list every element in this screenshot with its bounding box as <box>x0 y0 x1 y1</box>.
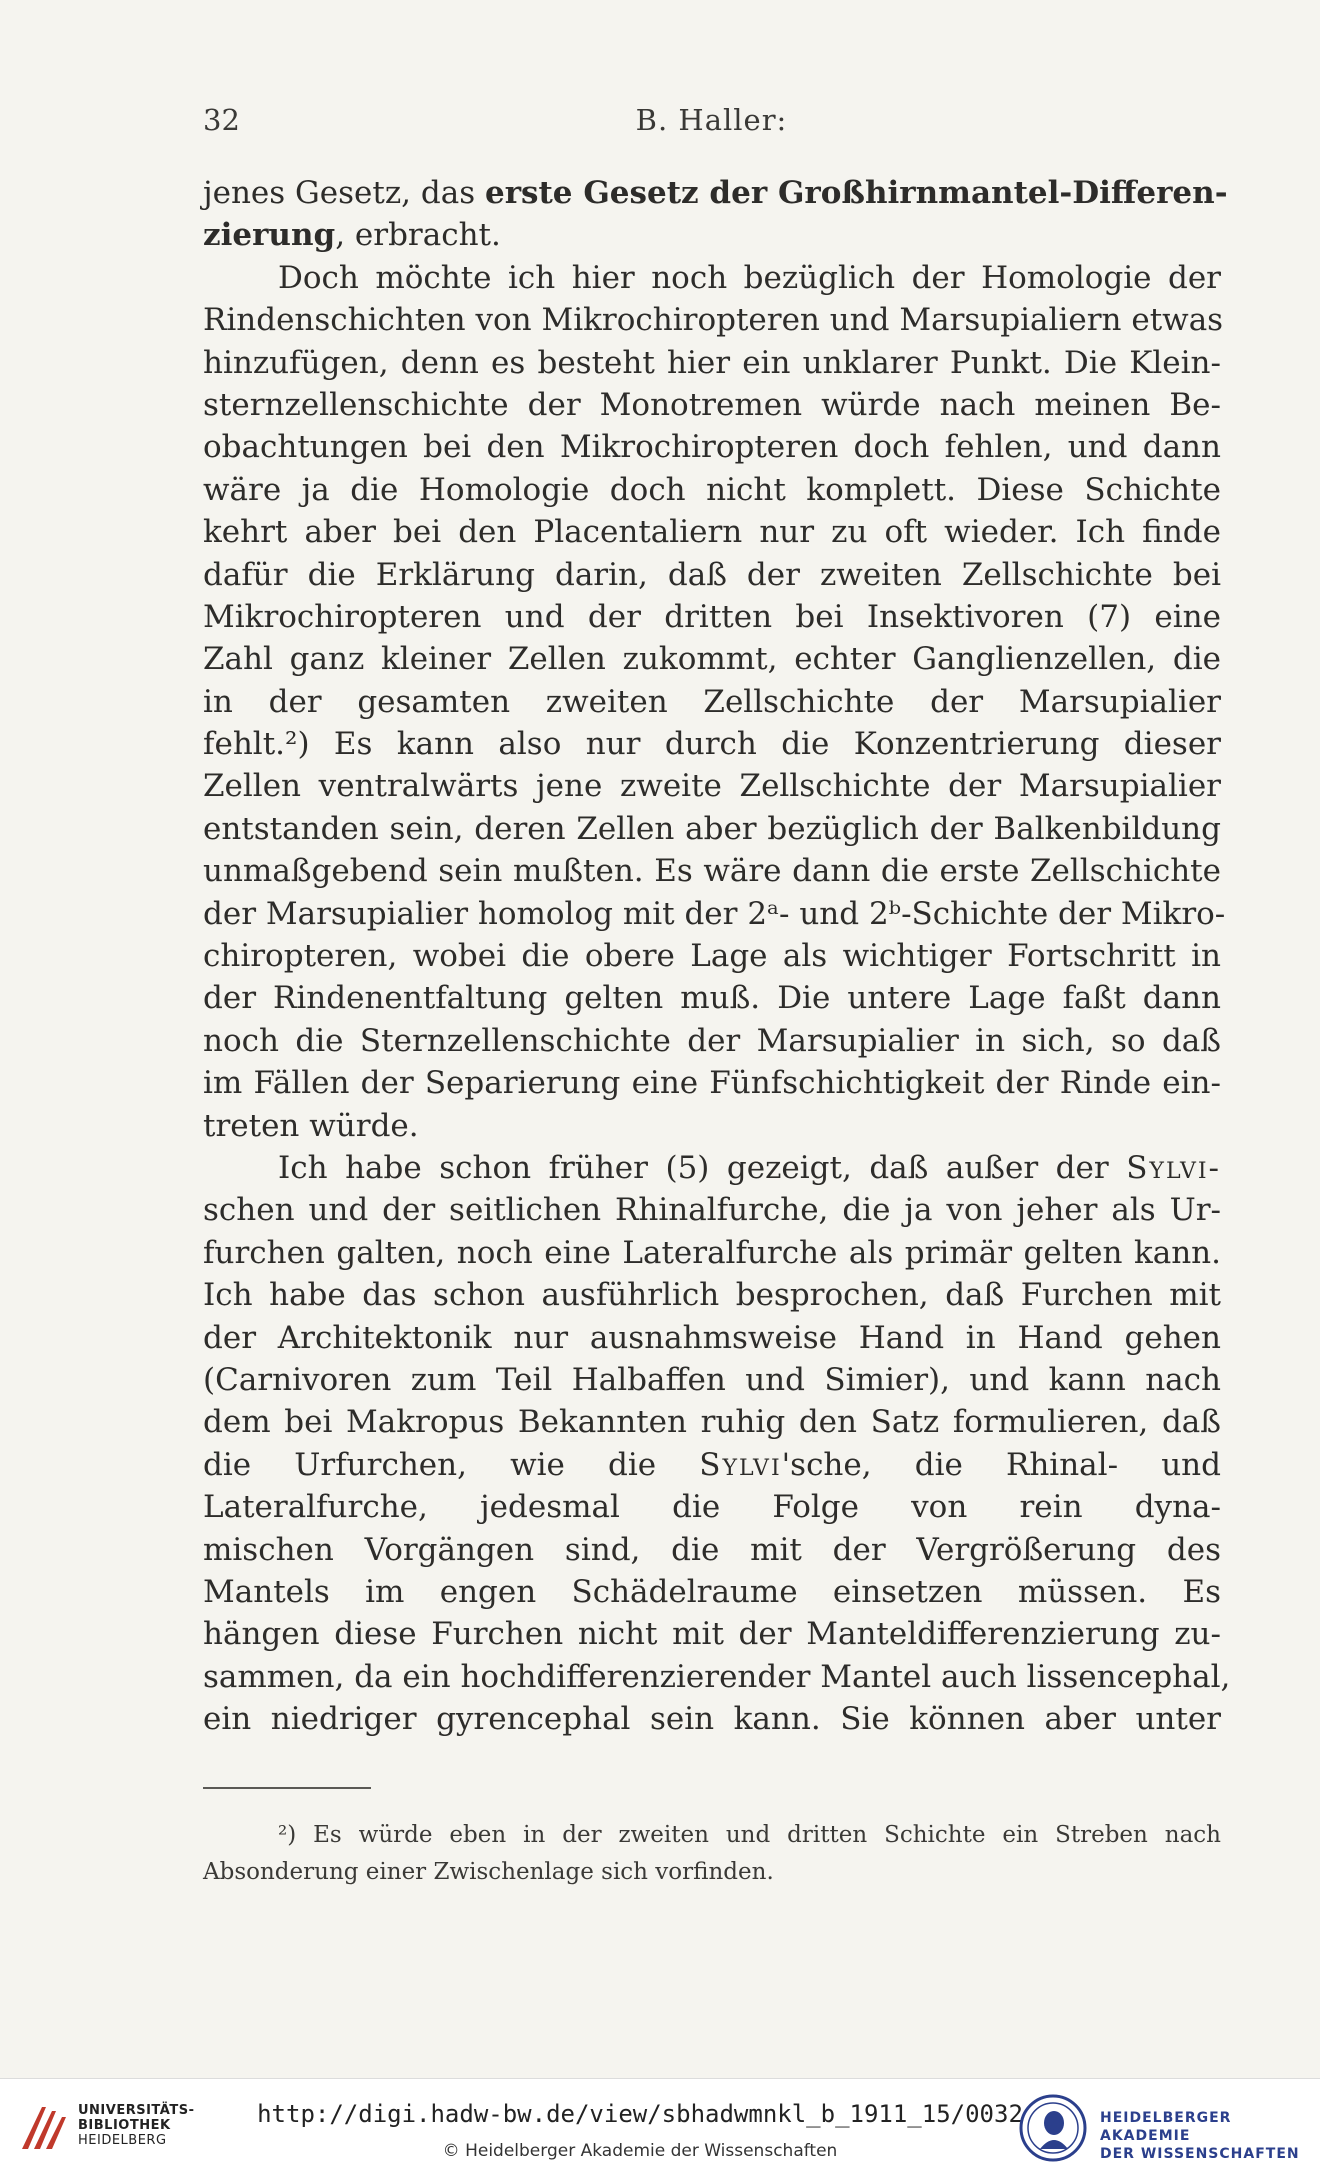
text-line <box>203 1571 1221 1613</box>
text-line <box>203 638 1221 680</box>
running-head-title: B. Haller: <box>635 103 788 137</box>
footnote <box>203 1817 1221 1891</box>
text-run: chiropteren, wobei die obere Lage als wichtiger Fortschritt in <box>203 938 1221 975</box>
text-line <box>203 1817 1221 1854</box>
text-run: die Urfurchen, wie die <box>203 1446 700 1483</box>
library-name-line: UNIVERSITÄTS- <box>78 2103 195 2118</box>
text-run: sternzellenschichte der Monotremen würde nach meinen Be- <box>203 386 1221 423</box>
text-run: , erbracht. <box>335 217 501 254</box>
bold-run: zierung <box>203 217 336 254</box>
text-run: mischen Vorgängen sind, die mit der Vergrößerung des <box>203 1531 1221 1568</box>
text-line <box>203 214 1221 256</box>
text-run: noch die Sternzellenschichte der Marsupialier in sich, so daß <box>203 1022 1221 1059</box>
text-run: der Rindenentfaltung gelten muß. Die untere Lage faßt dann <box>203 980 1221 1017</box>
text-line <box>203 1147 1221 1189</box>
text-line <box>203 1317 1221 1359</box>
text-line <box>203 723 1221 765</box>
academy-name-line: DER WISSENSCHAFTEN <box>1100 2146 1300 2162</box>
text-run: Ich habe schon früher (5) gezeigt, daß außer der <box>278 1149 1127 1186</box>
text-line <box>203 765 1221 807</box>
library-name-line: BIBLIOTHEK <box>78 2118 171 2133</box>
text-line <box>203 1486 1221 1528</box>
text-line <box>203 681 1221 723</box>
text-line <box>203 935 1221 977</box>
text-line <box>203 850 1221 892</box>
footer-bar <box>0 2078 1320 2174</box>
text-run: Doch möchte ich hier noch bezüglich der Homologie der <box>278 259 1221 296</box>
text-line <box>203 596 1221 638</box>
library-name <box>78 2103 194 2148</box>
text-line <box>203 1444 1221 1486</box>
text-line <box>203 977 1221 1019</box>
text-run: Rindenschichten von Mikrochiropteren und Marsupialiern etwas <box>203 302 1224 339</box>
text-run: Mantels im engen Schädelraume einsetzen müssen. Es <box>203 1573 1221 1610</box>
text-run: hängen diese Furchen nicht mit der Manteldifferenzierung zu- <box>203 1616 1221 1653</box>
text-line <box>203 299 1224 341</box>
text-line <box>203 808 1221 850</box>
text-line <box>203 1698 1221 1740</box>
text-line <box>203 1274 1221 1316</box>
text-run: (Carnivoren zum Teil Halbaffen und Simier), und kann nach <box>203 1361 1221 1398</box>
page-number: 32 <box>203 103 240 137</box>
academy-seal-icon[interactable] <box>1018 2093 1088 2163</box>
text-line <box>203 1359 1221 1401</box>
text-line <box>203 1854 1221 1891</box>
text-run: der Marsupialier homolog mit der 2ᵃ- und 2ᵇ-Schichte der Mikro- <box>203 895 1226 932</box>
text-run: hinzufügen, denn es besteht hier ein unklarer Punkt. Die Klein- <box>203 344 1221 381</box>
text-line <box>203 1232 1221 1274</box>
text-run: wäre ja die Homologie doch nicht komplett. Diese Schichte <box>203 471 1221 508</box>
text-run: 'sche, die Rhinal- und <box>781 1446 1221 1483</box>
text-line <box>203 554 1221 596</box>
text-line <box>203 1105 1221 1147</box>
text-run: fehlt.²) Es kann also nur durch die Konzentrierung dieser <box>203 726 1221 763</box>
text-line <box>203 1189 1221 1231</box>
text-line <box>203 511 1221 553</box>
text-line <box>203 342 1221 384</box>
text-run: furchen galten, noch eine Lateralfurche als primär gelten kann. <box>203 1234 1221 1271</box>
text-run: Absonderung einer Zwischenlage sich vorfinden. <box>203 1859 774 1885</box>
copyright-notice: © Heidelberger Akademie der Wissenschaften <box>442 2141 838 2161</box>
text-line <box>203 384 1221 426</box>
academy-name-line: HEIDELBERGER AKADEMIE <box>1100 2110 1232 2144</box>
text-run: ²) Es würde eben in der zweiten und dritten Schichte ein Streben nach <box>278 1822 1221 1848</box>
text-run: ein niedriger gyrencephal sein kann. Sie können aber unter <box>203 1701 1221 1738</box>
footnote-divider <box>203 1787 371 1789</box>
small-caps-run: Sylvi- <box>1126 1149 1221 1186</box>
text-run: unmaßgebend sein mußten. Es wäre dann die erste Zellschichte <box>203 853 1221 890</box>
text-line <box>203 1020 1221 1062</box>
text-run: im Fällen der Separierung eine Fünfschichtigkeit der Rinde ein- <box>203 1065 1221 1102</box>
text-run: in der gesamten zweiten Zellschichte der Marsupialier <box>203 683 1221 720</box>
text-run: Ich habe das schon ausführlich besprochen, daß Furchen mit <box>203 1277 1221 1314</box>
text-line <box>203 1656 1231 1698</box>
text-run: Lateralfurche, jedesmal die Folge von rein dyna- <box>203 1489 1221 1526</box>
small-caps-run: Sylvi <box>699 1446 782 1483</box>
library-name-line: HEIDELBERG <box>78 2133 167 2148</box>
ub-heidelberg-logo-icon[interactable] <box>14 2099 74 2159</box>
text-run: kehrt aber bei den Placentaliern nur zu oft wieder. Ich finde <box>203 514 1221 551</box>
text-line <box>203 1613 1221 1655</box>
text-run: obachtungen bei den Mikrochiropteren doch fehlen, und dann <box>203 429 1221 466</box>
bold-run: erste Gesetz der Großhirnmantel-Differen- <box>484 175 1228 211</box>
text-line <box>203 257 1221 299</box>
text-run: Zellen ventralwärts jene zweite Zellschichte der Marsupialier <box>203 768 1221 805</box>
text-run: jenes Gesetz, das <box>203 175 485 211</box>
text-line <box>203 1529 1221 1571</box>
text-run: treten würde. <box>203 1107 419 1144</box>
text-run: entstanden sein, deren Zellen aber bezüglich der Balkenbildung <box>203 810 1221 847</box>
text-line <box>203 469 1221 511</box>
text-run: sammen, da ein hochdifferenzierender Mantel auch lissencephal, <box>203 1658 1231 1695</box>
text-run: dem bei Makropus Bekannten ruhig den Satz formulieren, daß <box>203 1404 1221 1441</box>
text-line <box>203 893 1226 935</box>
text-run: dafür die Erklärung darin, daß der zweiten Zellschichte bei <box>203 556 1221 593</box>
text-run: Zahl ganz kleiner Zellen zukommt, echter Ganglienzellen, die <box>203 641 1221 678</box>
text-run: schen und der seitlichen Rhinalfurche, die ja von jeher als Ur- <box>203 1192 1221 1229</box>
permalink-url[interactable]: http://digi.hadw-bw.de/view/sbhadwmnkl_b_1911_15/0032 <box>257 2100 1023 2128</box>
text-line <box>203 1401 1221 1443</box>
text-line <box>203 172 1228 214</box>
text-line <box>203 426 1221 468</box>
text-line <box>203 1062 1221 1104</box>
text-run: der Architektonik nur ausnahmsweise Hand in Hand gehen <box>203 1319 1221 1356</box>
academy-name <box>1100 2109 1320 2163</box>
body-text <box>203 172 1231 1740</box>
text-run: Mikrochiropteren und der dritten bei Insektivoren (7) eine <box>203 598 1221 635</box>
